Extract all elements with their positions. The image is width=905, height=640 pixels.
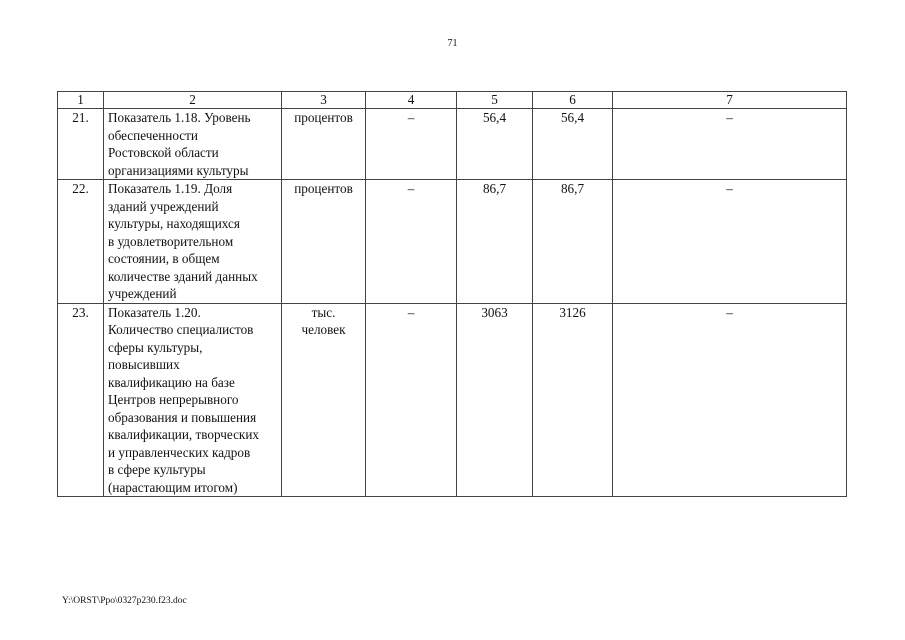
table-row [58,303,847,497]
table-row [58,180,847,304]
col6-cell: 86,7 [533,180,613,304]
header-cell: 3 [282,92,366,109]
row-number: 22. [58,180,104,304]
indicators-table [57,91,847,497]
header-cell: 7 [613,92,847,109]
col5-cell: 86,7 [457,180,533,304]
header-cell: 6 [533,92,613,109]
col7-cell: – [613,109,847,180]
row-number: 23. [58,303,104,497]
col5-cell: 3063 [457,303,533,497]
unit-cell: тыс. человек [282,303,366,497]
col6-cell: 3126 [533,303,613,497]
header-cell: 2 [104,92,282,109]
table-header-row [58,92,847,109]
col4-cell: – [366,303,457,497]
col6-cell: 56,4 [533,109,613,180]
header-cell: 4 [366,92,457,109]
header-cell: 1 [58,92,104,109]
footer-file-path: Y:\ORST\Ppo\0327p230.f23.doc [62,596,187,606]
col7-cell: – [613,180,847,304]
col4-cell: – [366,180,457,304]
table-row [58,109,847,180]
header-cell: 5 [457,92,533,109]
page-number: 71 [447,38,458,49]
unit-cell: процентов [282,109,366,180]
col5-cell: 56,4 [457,109,533,180]
indicator-name: Показатель 1.20. Количество специалистов сферы культуры, повысивших квалификацию на базе Центров непрерывного образования и повышения квалификации, творческих и управленческих кадров в сфере культуры (нарастающим итогом) [104,303,282,497]
col7-cell: – [613,303,847,497]
indicator-name: Показатель 1.19. Доля зданий учреждений культуры, находящихся в удовлетворительном состоянии, в общем количестве зданий данных учреждений [104,180,282,304]
indicator-name: Показатель 1.18. Уровень обеспеченности Ростовской области организациями культуры [104,109,282,180]
col4-cell: – [366,109,457,180]
unit-cell: процентов [282,180,366,304]
row-number: 21. [58,109,104,180]
